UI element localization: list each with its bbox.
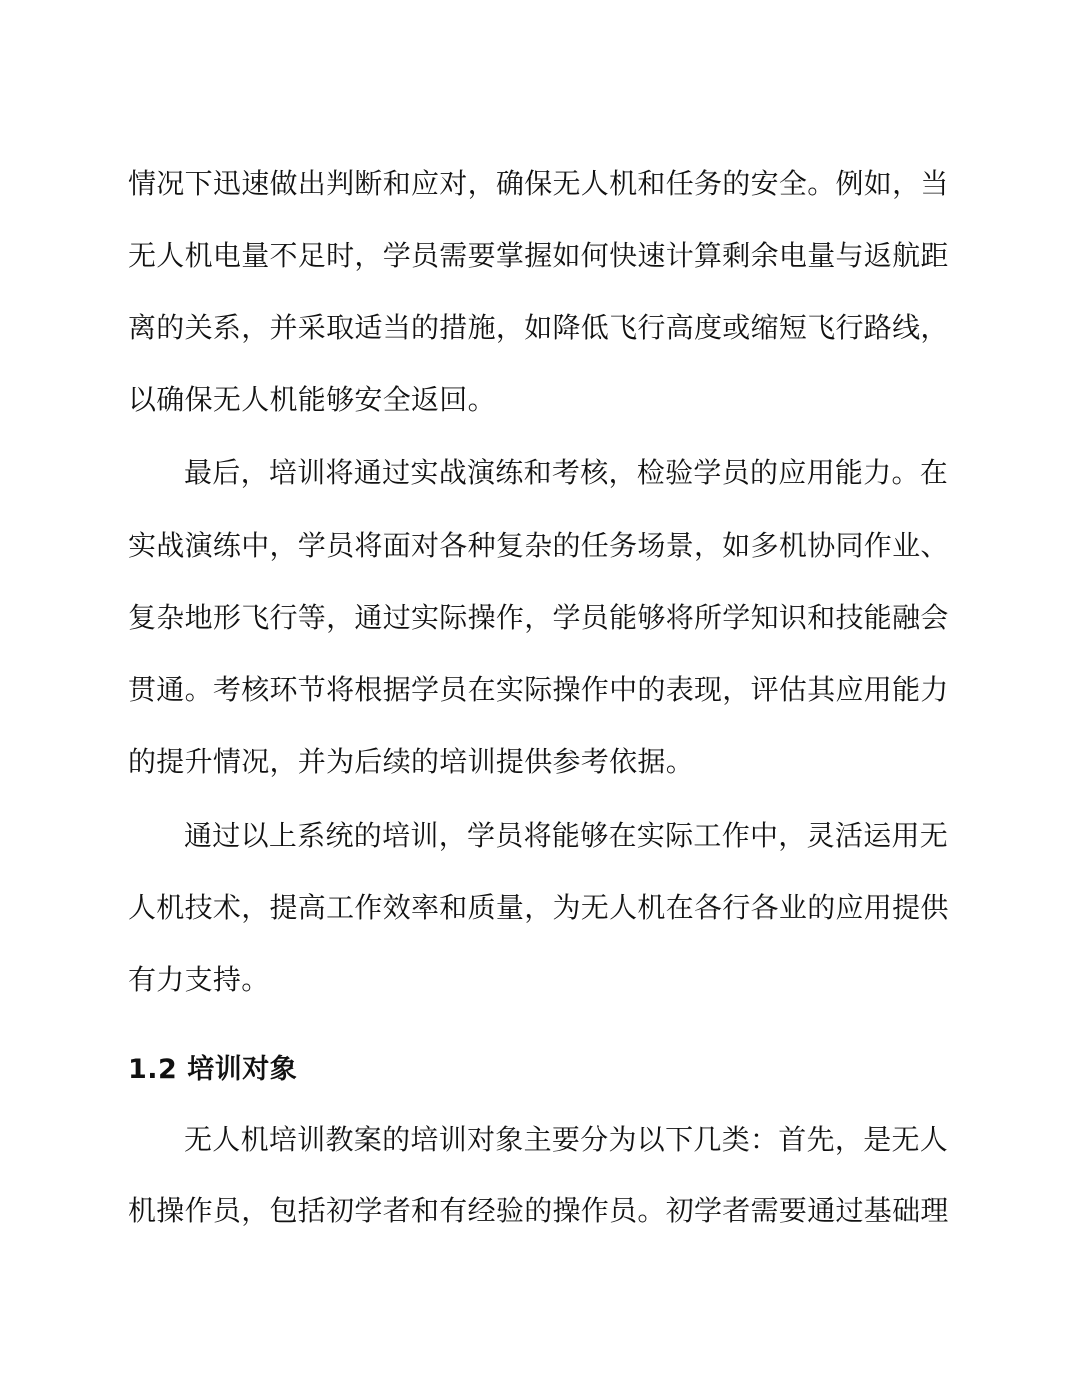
text-line: 通过以上系统的培训，学员将能够在实际工作中，灵活运用无 [184, 819, 949, 852]
text-line: 最后，培训将通过实战演练和考核，检验学员的应用能力。在 [184, 456, 949, 489]
text-line: 贯通。考核环节将根据学员在实际操作中的表现，评估其应用能力 [128, 673, 949, 706]
text-line: 无人机电量不足时，学员需要掌握如何快速计算剩余电量与返航距 [128, 239, 949, 272]
text-line: 机操作员，包括初学者和有经验的操作员。初学者需要通过基础理 [128, 1194, 949, 1227]
text-line: 以确保无人机能够安全返回。 [128, 383, 496, 416]
text-line: 无人机培训教案的培训对象主要分为以下几类：首先，是无人 [184, 1123, 949, 1156]
text-line: 人机技术，提高工作效率和质量，为无人机在各行各业的应用提供 [128, 891, 949, 924]
text-line: 的提升情况，并为后续的培训提供参考依据。 [128, 745, 695, 778]
text-line: 有力支持。 [128, 963, 270, 996]
text-line: 实战演练中，学员将面对各种复杂的任务场景，如多机协同作业、 [128, 529, 949, 562]
text-line: 离的关系，并采取适当的措施，如降低飞行高度或缩短飞行路线， [128, 311, 949, 344]
section-heading: 1.2 培训对象 [128, 1054, 298, 1085]
text-line: 复杂地形飞行等，通过实际操作，学员能够将所学知识和技能融会 [128, 601, 949, 634]
text-line: 情况下迅速做出判断和应对，确保无人机和任务的安全。例如，当 [128, 167, 949, 200]
